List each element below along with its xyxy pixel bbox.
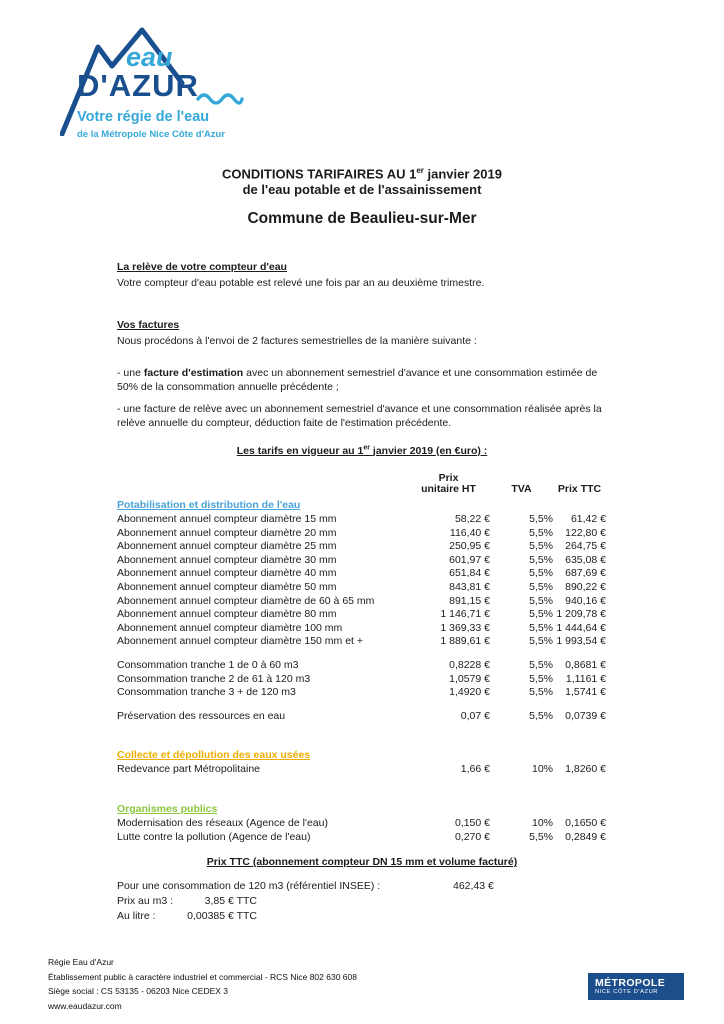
row-prix-unitaire-ht [407,700,490,710]
row-prix-unitaire-ht: 1,4920 € [449,686,490,699]
tariffs-heading-superscript: er [363,444,370,451]
row-prix-ttc [553,723,606,748]
table-row [117,527,606,541]
row-label: Abonnement annuel compteur diamètre 80 mm [117,608,337,621]
logo-subtagline: de la Métropole Nice Côte d'Azur [77,129,225,140]
row-label: Potabilisation et distribution de l'eau [117,499,301,511]
footer-legal-status: Établissement public à caractère industriel et commercial - RCS Nice 802 630 608 [48,971,357,982]
table-row [117,803,606,817]
row-label: Consommation tranche 1 de 0 à 60 m3 [117,658,299,671]
releve-heading: La relève de votre compteur d'eau [117,261,287,273]
table-row [117,700,606,710]
metropole-logo-line-2: NICE CÔTE D'AZUR [595,988,659,995]
title-line-1 [0,163,724,182]
logo-dazur-text: D'AZUR [77,68,199,103]
table-row [117,831,606,845]
row-label: Abonnement annuel compteur diamètre de 60 à 65 mm [117,594,375,607]
summary-m3-label: Prix au m3 : [117,895,174,907]
row-prix-ttc: 61,42 € [570,513,606,525]
row-tva: 5,5% [529,540,553,553]
row-prix-unitaire-ht: 651,84 € [449,567,490,580]
footer-legal [48,955,357,1013]
summary-conso-value: 462,43 € [453,880,494,892]
tariffs-heading-post: janvier 2019 (en €uro) : [369,444,488,457]
row-tva [490,499,553,513]
title-line-1-date: janvier 2019 [423,166,502,182]
row-prix-unitaire-ht: 1,66 € [460,763,490,776]
row-tva [490,723,553,748]
row-prix-ttc [553,749,606,763]
row-tva: 5,5% [529,594,553,607]
metropole-logo [588,973,684,1000]
row-prix-ttc: 264,75 € [565,540,606,553]
row-tva: 10% [531,763,553,776]
factures-section [117,318,609,430]
row-label: Collecte et dépollution des eaux usées [117,749,311,762]
header-tva: TVA [511,483,532,495]
metropole-logo-line-1: MÉTROPOLE [595,976,666,989]
summary-conso-label: Pour une consommation de 120 m3 (référentiel INSEE) : [117,880,381,892]
table-body [117,499,606,844]
title-line-1-text: CONDITIONS TARIFAIRES AU 1 [222,166,417,182]
logo-eau-text: eau [126,42,173,72]
row-label: Abonnement annuel compteur diamètre 50 mm [117,580,337,593]
factures-item-1-post: avec un abonnement semestriel d'avance et une consommation estimée de 50% de la consommation annuelle précédente ; [117,367,598,393]
row-prix-ttc [553,649,606,659]
footer-address: Siège social : CS 53135 - 06203 Nice CEDEX 3 [48,986,229,996]
table-row [117,635,606,649]
footer-website-url: www.eaudazur.com [48,1000,122,1011]
table-row [117,581,606,595]
table-row [117,608,606,622]
row-label: Consommation tranche 3 + de 120 m3 [117,686,296,699]
tariffs-heading [0,444,724,457]
factures-intro: Nous procédons à l'envoi de 2 factures semestrielles de la manière suivante : [117,335,477,347]
tariffs-heading-text [237,445,488,457]
row-label: Modernisation des réseaux (Agence de l'eau) [117,816,328,829]
releve-body: Votre compteur d'eau potable est relevé une fois par an au deuxième trimestre. [117,277,485,289]
summary-litre-value: 0,00385 € TTC [187,910,257,922]
row-tva: 5,5% [529,567,553,580]
row-prix-ttc [553,700,606,710]
row-tva [490,700,553,710]
table-row [117,554,606,568]
header-prix-ttc: Prix TTC [557,483,602,495]
row-label: Abonnement annuel compteur diamètre 25 mm [117,540,337,553]
header-prix-line-2: unitaire HT [421,483,476,495]
row-prix-ttc: 1,1161 € [565,672,606,685]
document-title [0,163,724,198]
row-prix-unitaire-ht [407,723,490,748]
table-row [117,763,606,777]
eau-dazur-logo [60,24,275,149]
row-label: Lutte contre la pollution (Agence de l'eau) [117,830,311,843]
table-row [117,499,606,513]
row-prix-unitaire-ht: 1,0579 € [449,672,490,685]
summary-conso-line [117,879,609,894]
water-wave-icon [196,90,244,106]
row-tva: 10% [531,816,553,829]
row-prix-unitaire-ht [407,777,490,802]
row-prix-unitaire-ht [407,649,490,659]
row-prix-unitaire-ht: 116,40 € [449,526,490,539]
summary-m3-value: 3,85 € TTC [204,895,257,907]
row-tva: 5,5% [529,526,553,539]
row-prix-unitaire-ht [407,499,490,513]
row-tva: 5,5% [529,686,553,699]
row-prix-unitaire-ht: 0,270 € [454,830,490,843]
factures-item-1 [117,366,609,394]
row-prix-ttc [553,803,606,817]
row-prix-ttc: 940,16 € [565,594,606,607]
row-label [117,700,407,710]
table-row [117,817,606,831]
table-row [117,686,606,700]
row-prix-ttc: 0,0739 € [565,709,606,722]
row-prix-ttc: 890,22 € [565,580,606,593]
row-label: Organismes publics [117,802,218,815]
row-prix-unitaire-ht: 0,150 € [454,816,490,829]
logo-tagline: Votre régie de l'eau [77,109,210,125]
table-row [117,659,606,673]
row-label: Abonnement annuel compteur diamètre 30 mm [117,553,337,566]
factures-item-1-pre: - une [117,367,144,379]
row-tva [490,777,553,802]
row-prix-ttc: 687,69 € [565,567,606,580]
row-prix-ttc: 1,8260 € [565,763,606,776]
table-row [117,595,606,609]
row-label: Redevance part Métropolitaine [117,763,261,776]
row-tva: 5,5% [529,621,553,634]
row-prix-unitaire-ht: 0,07 € [460,709,490,722]
table-row [117,673,606,687]
table-row [117,540,606,554]
row-prix-ttc: 0,8681 € [565,658,606,671]
header-prix-line-1: Prix [438,472,459,484]
row-label: Consommation tranche 2 de 61 à 120 m3 [117,672,311,685]
row-prix-ttc: 1,5741 € [565,686,606,699]
row-prix-ttc: 1 993,54 € [556,635,606,648]
row-prix-unitaire-ht [407,803,490,817]
row-prix-unitaire-ht: 601,97 € [449,553,490,566]
row-label: Abonnement annuel compteur diamètre 150 mm et + [117,635,364,648]
commune-title: Commune de Beaulieu-sur-Mer [247,210,477,227]
row-tva [490,749,553,763]
row-prix-unitaire-ht: 250,95 € [449,540,490,553]
tariff-table [117,468,606,844]
row-tva: 5,5% [529,830,553,843]
row-tva [490,803,553,817]
row-prix-ttc: 635,08 € [565,553,606,566]
factures-heading: Vos factures [117,319,180,331]
row-tva: 5,5% [529,553,553,566]
releve-section [117,260,609,290]
table-row [117,622,606,636]
row-tva: 5,5% [529,513,553,525]
row-prix-unitaire-ht: 1 146,71 € [440,608,490,621]
footer-company-name: Régie Eau d'Azur [48,957,114,967]
row-label: Préservation des ressources en eau [117,709,286,722]
title-superscript: er [416,166,424,175]
row-tva: 5,5% [529,608,553,621]
row-prix-unitaire-ht: 891,15 € [449,594,490,607]
table-row [117,649,606,659]
row-prix-unitaire-ht [407,749,490,763]
factures-item-2: - une facture de relève avec un abonnement semestriel d'avance et une consommation réalisée après la relève annuelle du compteur, déduction faite de l'estimation précédente. [117,403,602,429]
row-tva: 5,5% [529,658,553,671]
prix-ttc-heading-text: Prix TTC (abonnement compteur DN 15 mm et volume facturé) [206,856,518,868]
row-prix-ttc: 0,1650 € [565,816,606,829]
prix-ttc-summary [117,879,609,924]
row-label [117,649,407,659]
table-row [117,723,606,748]
prix-ttc-heading [0,856,724,868]
row-prix-ttc: 0,2849 € [565,830,606,843]
row-label: Abonnement annuel compteur diamètre 40 mm [117,567,337,580]
summary-litre-label: Au litre : [117,910,156,922]
row-prix-unitaire-ht: 58,22 € [454,513,490,525]
header-prix-unitaire-ht [407,473,490,495]
row-tva: 5,5% [529,709,553,722]
row-prix-unitaire-ht: 1 889,61 € [440,635,490,648]
table-row [117,513,606,527]
row-prix-unitaire-ht: 1 369,33 € [440,621,490,634]
row-label: Abonnement annuel compteur diamètre 20 mm [117,526,337,539]
row-prix-unitaire-ht: 0,8228 € [449,658,490,671]
summary-litre-line [117,909,609,924]
row-prix-ttc: 122,80 € [565,526,606,539]
table-row [117,710,606,724]
table-header-row [117,468,606,498]
table-row [117,749,606,763]
summary-m3-line [117,894,609,909]
row-label: Abonnement annuel compteur diamètre 15 mm [117,513,337,525]
row-tva: 5,5% [529,580,553,593]
table-row [117,567,606,581]
row-prix-ttc [553,777,606,802]
row-prix-ttc: 1 444,64 € [556,621,606,634]
row-label [117,777,407,802]
row-tva: 5,5% [529,635,553,648]
row-label [117,723,407,748]
row-prix-unitaire-ht: 843,81 € [449,580,490,593]
row-tva: 5,5% [529,672,553,685]
title-line-2: de l'eau potable et de l'assainissement [242,182,482,198]
table-row [117,777,606,802]
row-label: Abonnement annuel compteur diamètre 100 mm [117,621,343,634]
row-prix-ttc: 1 209,78 € [556,608,606,621]
factures-item-1-bold: facture d'estimation [143,367,244,379]
row-tva [490,649,553,659]
row-prix-ttc [553,499,606,513]
tariffs-heading-pre: Les tarifs en vigueur au 1 [236,444,364,457]
